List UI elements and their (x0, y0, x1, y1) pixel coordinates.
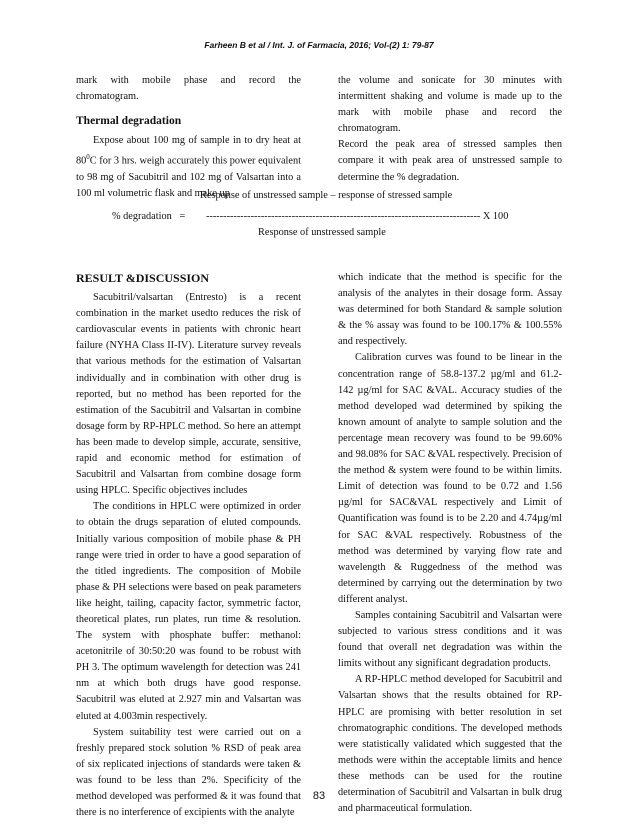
formula-numerator: Response of unstressed sample – response of stressed sample (200, 190, 453, 201)
paragraph: Samples containing Sacubitril and Valsartan were subjected to various stress conditions and it was found that overall net degradation was within the limits without any significant degradation products. (338, 609, 562, 670)
paragraph: the volume and sonicate for 30 minutes with intermittent shaking and volume is made up to the mark with mobile phase and record the chromatogram. (338, 75, 562, 135)
formula-lhs: % degradation = (112, 211, 186, 222)
result-right-column (338, 270, 562, 817)
paragraph: which indicate that the method is specific for the analysis of the analytes in their dosage form. Assay was determined for both Standard & sample solution & the % assay was found to be 100.17% & 100.55% and respectively. (338, 272, 562, 348)
section-heading-thermal-degradation: Thermal degradation (76, 115, 182, 128)
superscript: 0 (86, 153, 90, 162)
paragraph: The conditions in HPLC were optimized in order to obtain the drugs separation of eluted compounds. Initially various composition of mobile phase & PH range were tried in order to have a good separation of the titled ingredients. The composition of Mobile phase & PH selections were based on peak parameters like height, tailing, capacity factor, symmetric factor, theoretical plates, run plates, run time & resolution. The system with phosphate buffer: methanol: acetonitrile of 30:50:20 was found to be robust with PH 3. The optimum wavelength for detection was 241 nm at which both drugs have good response. Sacubitril was eluted at 2.927 min and Valsartan was eluted at 4.003min respectively. (76, 501, 301, 722)
paragraph: A RP-HPLC method developed for Sacubitril and Valsartan shows that the results obtained for RP-HPLC are promising with better resolution in set chromatographic conditions. The developed methods were statistically validated which suggested that the methods were within the acceptable limits and hence these methods can be used for the routine determination of Sacubitril and Valsartan in bulk drug and pharmaceutical formulation. (338, 674, 562, 815)
section-heading-result-discussion: RESULT &DISCUSSION (76, 271, 210, 285)
paragraph: Calibration curves was found to be linear in the concentration range of 58.8-137.2 µg/ml and 61.2-142 µg/ml for SAC &VAL. Accuracy studies of the method developed wad determined by spiking the known amount of analyte to sample solution and the percentage mean recovery was found to be 99.60% and 98.08% for SAC &VAL respectively. Precision of the method & system were found to be within limits. Limit of detection was found to be 0.72 and 1.56 µg/ml for SAC&VAL respectively and Limit of Quantification was found is to be 2.20 and 4.74µg/ml for SAC &VAL respectively. Robustness of the method was determined by varying flow rate and wavelength & Ruggedness of the method was determined by carrying out the determination by two different analyst. (338, 352, 562, 605)
page-number: 83 (312, 790, 326, 802)
text-run: C for 3 hrs. weigh accurately this power equivalent to 98 mg of Sacubitril and 102 mg of Valsartan into a 100 ml volumetric flask and make up (76, 155, 301, 199)
top-right-column (338, 73, 562, 186)
running-header: Farheen B et al / Int. J. of Farmacia, 2016; Vol-(2) 1: 79-87 (204, 40, 434, 50)
paragraph: Record the peak area of stressed samples then compare it with peak area of unstressed sample to determine the % degradation. (338, 139, 562, 183)
paragraph: Sacubitril/valsartan (Entresto) is a recent combination in the market usedto reduces the risk of cardiovascular events in patients with chronic heart failure (NYHA Class II-IV). Literature survey reveals that various methods for the estimation of Valsartan individually and in combination with other drug is reported, but no method has been reported for the estimation of the Sacubitril and Valsartan in combine dosage form by RP-HPLC method. So here an attempt has been made to develop simple, accurate, sensitive, rapid and economic method for estimation of Sacubitril and Valsartan from combine dosage form using HPLC. Specific objectives includes (76, 292, 301, 497)
paragraph: mark with mobile phase and record the chromatogram. (76, 75, 301, 103)
text-run: Expose about 100 mg of sample in to dry heat at 80 (76, 135, 301, 167)
paragraph: System suitability test were carried out on a freshly prepared stock solution % RSD of peak area of six replicated injections of standards were taken & was found to be less than 2%. Specificity of the method developed was performed & it was found that there is no interference of excipients with the analyte (76, 726, 301, 819)
result-left-column (76, 270, 301, 821)
formula-denominator: Response of unstressed sample (258, 227, 386, 238)
top-left-column (76, 73, 301, 202)
formula-line: -------------------------------------------------------------------------------- X 100 (206, 211, 509, 222)
